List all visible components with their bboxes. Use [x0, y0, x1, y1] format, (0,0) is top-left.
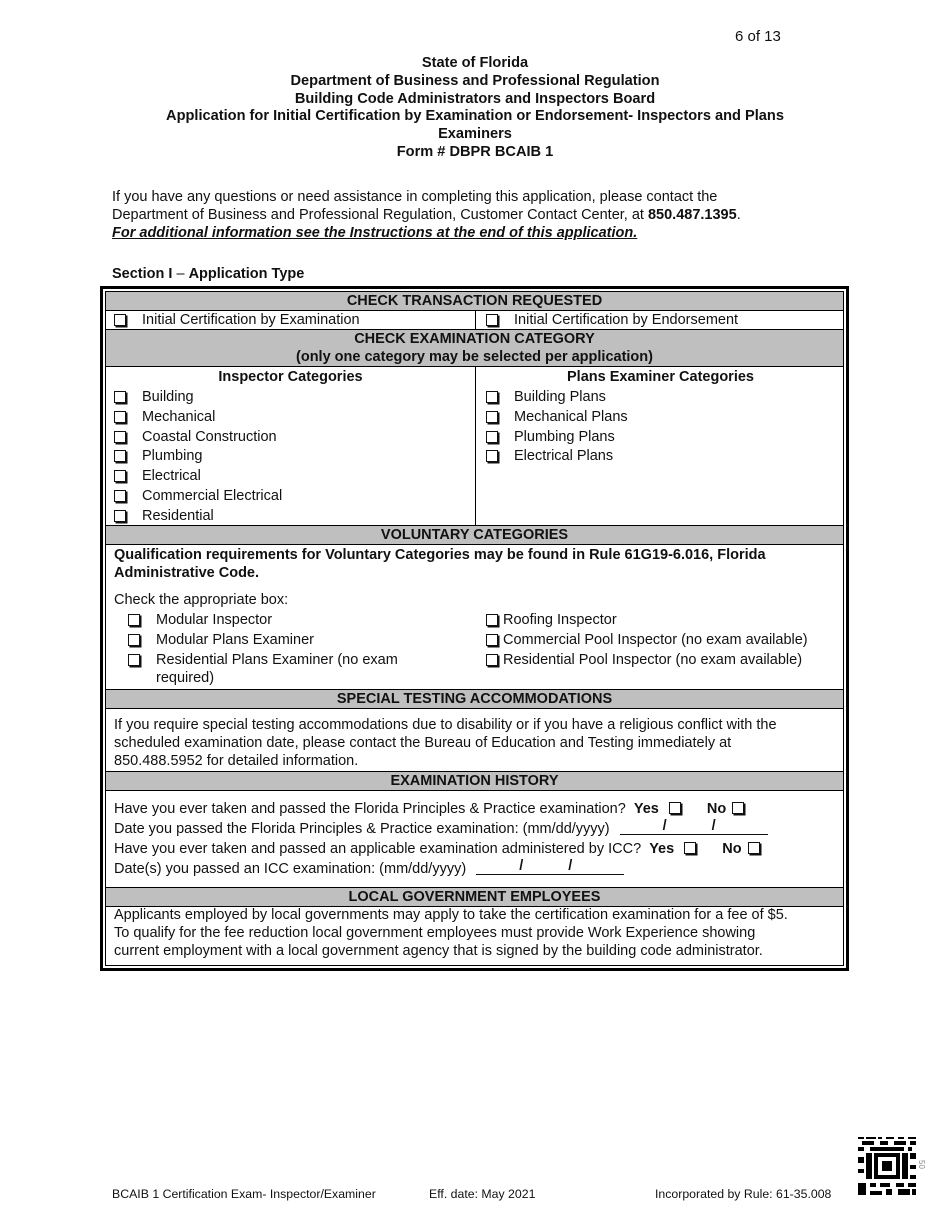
checkbox-q1-no[interactable] — [732, 802, 744, 814]
checkbox-modular-plans-examiner[interactable] — [128, 634, 140, 646]
history-q1-row — [114, 800, 744, 818]
header-board: Building Code Administrators and Inspectors Board — [294, 90, 656, 107]
voluntary-qualification-text — [114, 546, 839, 582]
section-name: Application Type — [188, 266, 305, 282]
checkbox-initial-exam[interactable] — [114, 314, 126, 326]
history-q4: Date(s) you passed an ICC examination: (mm/dd/yyyy) — [114, 861, 467, 877]
date-slash-2: / — [711, 818, 716, 834]
local-line3: current employment with a local government agency that is signed by the building code administrator. — [114, 943, 763, 959]
checkbox-modular-inspector[interactable] — [128, 614, 140, 626]
inspector-commercial-electrical-label: Commercial Electrical — [142, 488, 283, 504]
section-dash: – — [172, 266, 189, 282]
checkbox-electrical-plans[interactable] — [486, 450, 498, 462]
checkbox-q3-yes[interactable] — [684, 842, 696, 854]
form-header — [0, 55, 950, 162]
special-line2: scheduled examination date, please contact the Bureau of Education and Testing immediately at — [114, 735, 732, 751]
side-page-number: 50 — [916, 1160, 926, 1169]
checkbox-roofing-inspector[interactable] — [486, 614, 498, 626]
header-application-title-cont: Examiners — [438, 126, 512, 143]
date-slash-1: / — [662, 818, 667, 834]
icc-date-slash-1: / — [519, 858, 524, 874]
history-q3-row — [114, 840, 760, 858]
local-line2: To qualify for the fee reduction local government employees must provide Work Experience showing — [114, 925, 756, 941]
checkbox-mechanical[interactable] — [114, 411, 126, 423]
modular-inspector-label: Modular Inspector — [156, 612, 273, 628]
plans-plumbing-label: Plumbing Plans — [514, 429, 615, 445]
header-state: State of Florida — [421, 55, 529, 71]
q3-yes-label: Yes — [649, 841, 675, 857]
q1-no-label: No — [706, 801, 727, 817]
intro-line1: If you have any questions or need assistance in completing this application, please contact the — [112, 189, 718, 205]
checkbox-commercial-pool-inspector[interactable] — [486, 634, 498, 646]
category-heading — [106, 329, 843, 367]
voluntary-qual-line1: Qualification requirements for Voluntary Categories may be found in Rule 61G19-6.016, Florida — [114, 547, 766, 563]
special-testing-heading: SPECIAL TESTING ACCOMMODATIONS — [106, 689, 843, 709]
q1-yes-label: Yes — [633, 801, 659, 817]
category-subheading: (only one category may be selected per application) — [296, 349, 653, 365]
checkbox-building-plans[interactable] — [486, 391, 498, 403]
check-prompt: Check the appropriate box: — [114, 592, 289, 608]
checkbox-mechanical-plans[interactable] — [486, 411, 498, 423]
exam-history-heading: EXAMINATION HISTORY — [106, 771, 843, 791]
checkbox-coastal-construction[interactable] — [114, 431, 126, 443]
roofing-inspector-label: Roofing Inspector — [503, 612, 617, 628]
intro-line2: Department of Business and Professional Regulation, Customer Contact Center, at — [112, 207, 648, 223]
history-q3: Have you ever taken and passed an applicable examination administered by ICC? — [114, 841, 642, 857]
checkbox-q1-yes[interactable] — [669, 802, 681, 814]
local-line1: Applicants employed by local governments may apply to take the certification examination for a fee of $5. — [114, 907, 788, 923]
checkbox-residential-pool-inspector[interactable] — [486, 654, 498, 666]
inspector-categories-heading: Inspector Categories — [218, 369, 363, 385]
checkbox-residential-plans-examiner[interactable] — [128, 654, 140, 666]
header-department: Department of Business and Professional Regulation — [290, 72, 660, 89]
inspector-plumbing-label: Plumbing — [142, 448, 203, 464]
special-line3: 850.488.5952 for detailed information. — [114, 753, 359, 769]
checkbox-electrical[interactable] — [114, 470, 126, 482]
fl-pp-date-field[interactable] — [620, 820, 768, 835]
checkbox-building[interactable] — [114, 391, 126, 403]
checkbox-plumbing-plans[interactable] — [486, 431, 498, 443]
residential-pool-inspector-label: Residential Pool Inspector (no exam available) — [503, 652, 803, 668]
section-label: Section I — [112, 266, 173, 282]
residential-plans-examiner-label: Residential Plans Examiner (no exam — [156, 652, 398, 668]
instructions-note: For additional information see the Instructions at the end of this application. — [112, 225, 638, 241]
commercial-pool-inspector-label: Commercial Pool Inspector (no exam available) — [503, 632, 808, 648]
plans-examiner-categories-heading: Plans Examiner Categories — [567, 369, 754, 385]
inspector-coastal-label: Coastal Construction — [142, 429, 277, 445]
intro-text — [112, 188, 832, 242]
special-line1: If you require special testing accommodations due to disability or if you have a religious conflict with the — [114, 717, 777, 733]
option-initial-endorsement-label: Initial Certification by Endorsement — [514, 312, 739, 328]
header-form-number: Form # DBPR BCAIB 1 — [396, 143, 554, 160]
history-q2: Date you passed the Florida Principles & Practice examination: (mm/dd/yyyy) — [114, 821, 610, 837]
inspector-building-label: Building — [142, 389, 194, 405]
inspector-residential-label: Residential — [142, 508, 214, 524]
checkbox-q3-no[interactable] — [748, 842, 760, 854]
footer-form-title: BCAIB 1 Certification Exam- Inspector/Examiner — [112, 1187, 376, 1201]
history-q2-row — [114, 820, 768, 838]
checkbox-initial-endorsement[interactable] — [486, 314, 498, 326]
voluntary-heading: VOLUNTARY CATEGORIES — [106, 525, 843, 545]
page-number: 6 of 13 — [735, 28, 781, 45]
q3-no-label: No — [722, 841, 742, 857]
intro-period: . — [736, 207, 741, 223]
application-type-table — [100, 286, 849, 971]
inspector-electrical-label: Electrical — [142, 468, 201, 484]
checkbox-commercial-electrical[interactable] — [114, 490, 126, 502]
contact-phone: 850.487.1395 — [647, 207, 737, 223]
footer-rule: Incorporated by Rule: 61-35.008 — [655, 1187, 832, 1201]
residential-plans-examiner-cont: required) — [156, 670, 215, 686]
voluntary-qual-line2: Administrative Code. — [114, 565, 260, 581]
footer-eff-date: Eff. date: May 2021 — [429, 1187, 536, 1201]
plans-building-label: Building Plans — [514, 389, 606, 405]
section-title — [112, 266, 304, 282]
transaction-heading: CHECK TRANSACTION REQUESTED — [106, 291, 843, 311]
history-q1: Have you ever taken and passed the Florida Principles & Practice examination? — [114, 801, 626, 817]
plans-mechanical-label: Mechanical Plans — [514, 409, 628, 425]
icc-date-field[interactable] — [476, 860, 624, 875]
local-gov-text — [114, 906, 844, 960]
header-application-title: Application for Initial Certification by Examination or Endorsement- Inspectors and Plans — [166, 108, 784, 125]
modular-plans-examiner-label: Modular Plans Examiner — [156, 632, 314, 648]
category-heading-text: CHECK EXAMINATION CATEGORY — [354, 331, 595, 347]
inspector-mechanical-label: Mechanical — [142, 409, 216, 425]
checkbox-residential[interactable] — [114, 510, 126, 522]
special-testing-text — [114, 716, 842, 770]
plans-electrical-label: Electrical Plans — [514, 448, 614, 464]
checkbox-plumbing[interactable] — [114, 450, 126, 462]
icc-date-slash-2: / — [568, 858, 573, 874]
option-initial-exam-label: Initial Certification by Examination — [142, 312, 360, 328]
qr-code-icon — [858, 1137, 916, 1195]
local-gov-heading: LOCAL GOVERNMENT EMPLOYEES — [106, 887, 843, 907]
history-q4-row — [114, 860, 624, 878]
